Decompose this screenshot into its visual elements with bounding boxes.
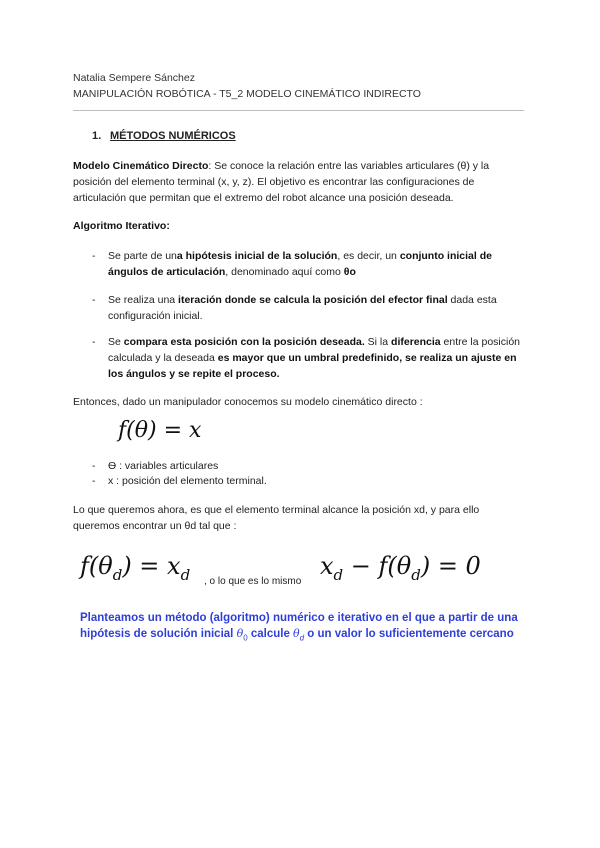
- text-run: Si la: [364, 336, 392, 348]
- author-name: Natalia Sempere Sánchez: [73, 72, 195, 84]
- note-text: hipótesis de solución inicial: [80, 628, 237, 640]
- note-symbol: θ: [293, 627, 300, 640]
- text-run: Se parte de un: [108, 250, 177, 262]
- eq-part: x: [320, 552, 334, 580]
- list-item: [92, 292, 532, 324]
- note-line-1: Planteamos un método (algoritmo) numérico e iterativo en el que a partir de una: [80, 612, 518, 624]
- bold-run: θo: [343, 266, 356, 278]
- header-divider: [73, 110, 524, 111]
- method-note: [80, 611, 530, 645]
- intro-text: : Se conoce la relación entre las variables articulares (θ) y la posición del elemento terminal (x, y, z). El objetivo es encontrar las configuraciones de articulación que permitan que el extremo del robot alcance una posición deseada.: [73, 160, 490, 204]
- section-heading: [92, 130, 236, 142]
- eq-part: f(θ: [80, 552, 113, 580]
- bold-run: conjunto inicial de ángulos de articulación: [108, 250, 492, 278]
- bold-run: es mayor que un umbral predefinido, se realiza un ajuste en los ángulos y se repite el proceso.: [108, 352, 517, 380]
- goal-paragraph: Lo que queremos ahora, es que el elemento terminal alcance la posición xd, y para ello queremos encontrar un θd tal que :: [73, 504, 480, 532]
- bold-run: compara esta posición con la posición deseada.: [123, 336, 365, 348]
- equation-rhs: x: [189, 418, 202, 443]
- text-run: dada esta configuración inicial.: [108, 294, 497, 322]
- note-text: o un valor lo suficientemente cercano: [304, 628, 514, 640]
- equation-lhs: f(θ): [118, 418, 157, 443]
- equation-connector: , o lo que es lo mismo: [204, 576, 302, 587]
- list-item: [92, 473, 532, 489]
- list-dash: -: [92, 475, 96, 487]
- intro-term: Modelo Cinemático Directo: [73, 160, 209, 172]
- eq-subscript: d: [112, 565, 123, 584]
- bold-run: iteración donde se calcula la posición del efector final: [178, 294, 448, 306]
- bold-run: diferencia: [391, 336, 441, 348]
- eq-subscript: d: [411, 565, 421, 584]
- note-text: calcule: [247, 628, 294, 640]
- list-dash: -: [92, 460, 96, 472]
- list-item-text: [108, 334, 528, 382]
- eq-subscript: d: [180, 565, 191, 584]
- note-subscript: d: [299, 633, 305, 643]
- section-title: MÉTODOS NUMÉRICOS: [110, 130, 236, 142]
- eq-part: ) = 0: [420, 552, 481, 580]
- text-run: , es decir, un: [337, 250, 400, 262]
- eq-part: ) = x: [122, 552, 181, 580]
- equation-inverse: [80, 552, 190, 584]
- list-dash: -: [92, 336, 96, 348]
- note-line-2: [80, 626, 530, 645]
- list-dash: -: [92, 294, 96, 306]
- equation-inverse-alt: [320, 552, 481, 584]
- bold-run: a hipótesis inicial de la solución: [176, 250, 338, 262]
- list-item: [92, 248, 532, 280]
- equation-equals: =: [163, 418, 182, 443]
- list-item-text: x : posición del elemento terminal.: [108, 475, 267, 487]
- note-subscript: 0: [243, 633, 248, 643]
- list-item-text: [108, 248, 528, 280]
- eq-subscript: d: [333, 565, 344, 584]
- eq-part: − f(θ: [343, 552, 412, 580]
- text-run: Se: [108, 336, 124, 348]
- course-title: MANIPULACIÓN ROBÓTICA - T5_2 MODELO CINEMÁTICO INDIRECTO: [73, 88, 421, 100]
- list-item-text: [108, 292, 528, 324]
- note-symbol: θ: [236, 627, 244, 640]
- intro-paragraph: [73, 158, 528, 206]
- algorithm-heading: Algoritmo Iterativo:: [73, 220, 170, 232]
- text-run: , denominado aquí como: [225, 266, 344, 278]
- then-paragraph: Entonces, dado un manipulador conocemos su modelo cinemático directo :: [73, 396, 423, 408]
- text-run: Se realiza una: [108, 294, 179, 306]
- list-item-text: Ѳ : variables articulares: [108, 460, 219, 472]
- section-number: 1.: [92, 130, 102, 142]
- text-run: entre la posición calculada y la deseada: [108, 336, 521, 364]
- list-dash: -: [92, 250, 96, 262]
- list-item: [92, 334, 532, 382]
- equation-forward-model: [118, 418, 201, 443]
- list-item: [92, 458, 532, 474]
